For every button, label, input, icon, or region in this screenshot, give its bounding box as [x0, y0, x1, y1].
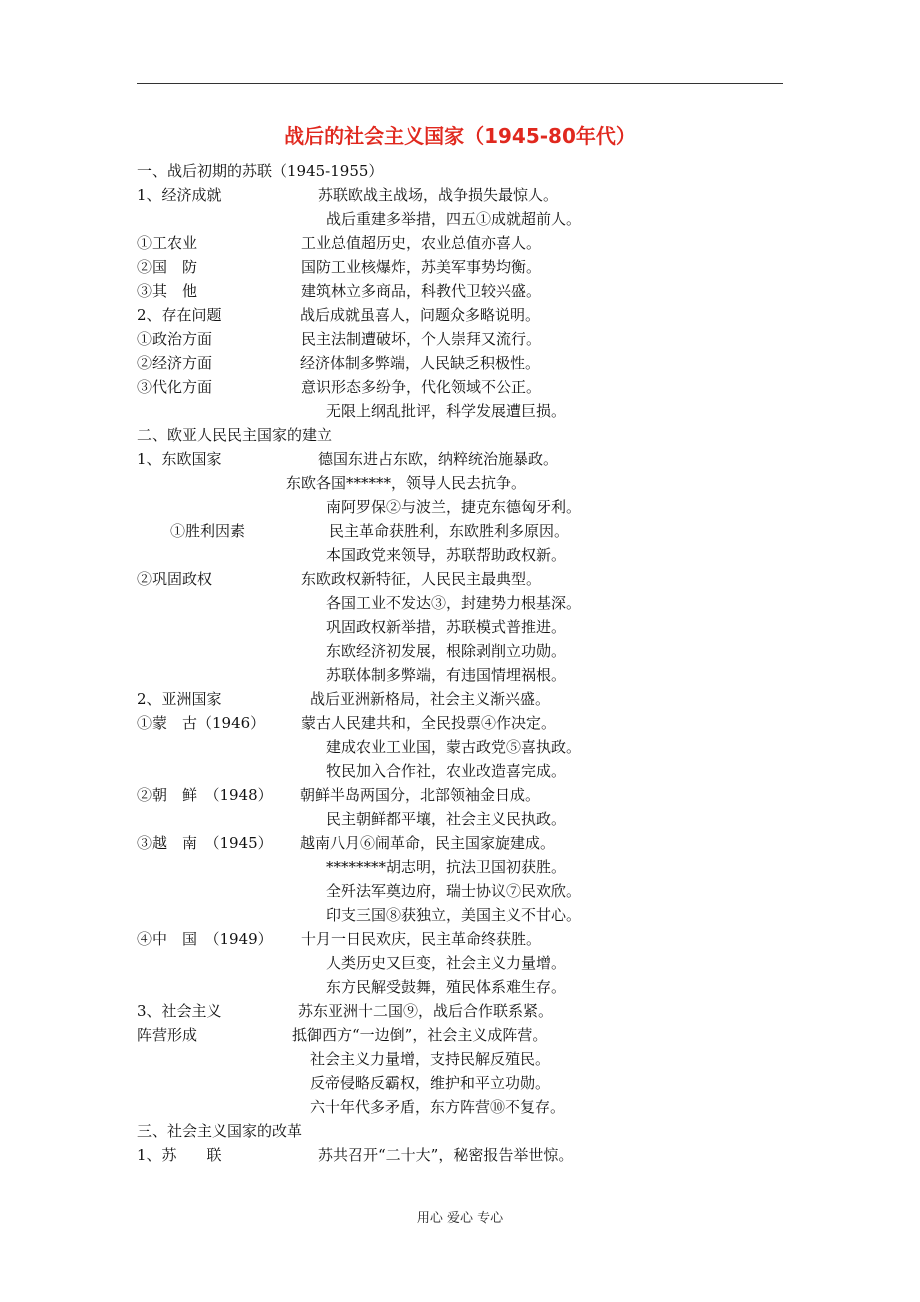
line-heading: ③其 他	[137, 282, 198, 300]
line-verse: 印支三国⑧获独立，美国主义不甘心。	[326, 906, 582, 924]
line-heading: 一、战后初期的苏联（1945-1955）	[137, 162, 384, 180]
line-verse: 苏东亚洲十二国⑨，战后合作联系紧。	[298, 1002, 554, 1020]
line-verse: 苏联欧战主战场，战争损失最惊人。	[318, 186, 559, 204]
line-verse: 东欧政权新特征，人民民主最典型。	[301, 570, 542, 588]
line-verse: 国防工业核爆炸，苏美军事势均衡。	[301, 258, 542, 276]
line-heading: ①胜利因素	[170, 522, 246, 540]
line-verse: 战后亚洲新格局，社会主义渐兴盛。	[310, 690, 551, 708]
line-verse: 各国工业不发达③，封建势力根基深。	[326, 594, 582, 612]
line-verse: 民主革命获胜利，东欧胜利多原因。	[329, 522, 570, 540]
line-heading: ②巩固政权	[137, 570, 213, 588]
line-verse: 东方民解受鼓舞，殖民体系难生存。	[326, 978, 567, 996]
line-verse: 人类历史又巨变，社会主义力量增。	[326, 954, 567, 972]
line-verse: 南阿罗保②与波兰，捷克东德匈牙利。	[326, 498, 582, 516]
line-heading: ②国 防	[137, 258, 198, 276]
line-heading: 2、亚洲国家	[137, 690, 222, 708]
line-heading: 三、社会主义国家的改革	[137, 1122, 303, 1140]
line-verse: 社会主义力量增，支持民解反殖民。	[310, 1050, 551, 1068]
line-verse: 牧民加入合作社，农业改造喜完成。	[326, 762, 567, 780]
line-heading: ①政治方面	[137, 330, 213, 348]
line-verse: 意识形态多纷争，代化领域不公正。	[301, 378, 542, 396]
header-rule	[137, 83, 783, 84]
line-verse: 东欧各国******，领导人民去抗争。	[286, 474, 527, 492]
line-verse: 建筑林立多商品，科教代卫较兴盛。	[301, 282, 542, 300]
line-heading: ③代化方面	[137, 378, 213, 396]
line-verse: 朝鲜半岛两国分，北部领袖金日成。	[300, 786, 541, 804]
line-verse: 战后成就虽喜人，问题众多略说明。	[300, 306, 541, 324]
page-footer: 用心 爱心 专心	[416, 1211, 504, 1226]
line-verse: 十月一日民欢庆，民主革命终获胜。	[301, 930, 542, 948]
line-verse: 本国政党来领导，苏联帮助政权新。	[326, 546, 567, 564]
line-heading: ②朝 鲜 （1948）	[137, 786, 273, 804]
line-verse: 巩固政权新举措，苏联模式普推进。	[326, 618, 567, 636]
line-heading: ①蒙 古（1946）	[137, 714, 266, 732]
line-verse: 苏共召开“二十大”，秘密报告举世惊。	[318, 1146, 574, 1164]
line-verse: 无限上纲乱批评，科学发展遭巨损。	[326, 402, 567, 420]
line-heading: ①工农业	[137, 234, 198, 252]
line-verse: 经济体制多弊端，人民缺乏积极性。	[300, 354, 541, 372]
line-verse: 全歼法军奠边府，瑞士协议⑦民欢欣。	[326, 882, 582, 900]
line-verse: 越南八月⑥闹革命，民主国家旋建成。	[300, 834, 556, 852]
line-heading: ②经济方面	[137, 354, 213, 372]
line-heading: 3、社会主义	[137, 1002, 222, 1020]
line-verse: 六十年代多矛盾，东方阵营⑩不复存。	[310, 1098, 566, 1116]
page-title: 战后的社会主义国家（1945-80年代）	[284, 124, 636, 148]
line-heading: ④中 国 （1949）	[137, 930, 273, 948]
line-heading: 阵营形成	[137, 1026, 198, 1044]
line-heading: 1、经济成就	[137, 186, 222, 204]
line-heading: 1、东欧国家	[137, 450, 222, 468]
line-verse: 工业总值超历史，农业总值亦喜人。	[301, 234, 542, 252]
line-heading: 二、欧亚人民民主国家的建立	[137, 426, 333, 444]
line-heading: ③越 南 （1945）	[137, 834, 273, 852]
line-verse: 战后重建多举措，四五①成就超前人。	[326, 210, 582, 228]
line-heading: 2、存在问题	[137, 306, 222, 324]
line-verse: ********胡志明，抗法卫国初获胜。	[326, 858, 567, 876]
line-verse: 反帝侵略反霸权，维护和平立功勋。	[310, 1074, 551, 1092]
line-verse: 民主法制遭破坏，个人崇拜又流行。	[301, 330, 542, 348]
line-verse: 苏联体制多弊端，有违国情埋祸根。	[326, 666, 567, 684]
line-verse: 建成农业工业国，蒙古政党⑤喜执政。	[326, 738, 582, 756]
line-verse: 德国东进占东欧，纳粹统治施暴政。	[318, 450, 559, 468]
line-heading: 1、苏 联	[137, 1146, 222, 1164]
line-verse: 抵御西方“一边倒”，社会主义成阵营。	[292, 1026, 548, 1044]
line-verse: 蒙古人民建共和，全民投票④作决定。	[301, 714, 557, 732]
line-verse: 民主朝鲜都平壤，社会主义民执政。	[326, 810, 567, 828]
line-verse: 东欧经济初发展，根除剥削立功勋。	[326, 642, 567, 660]
